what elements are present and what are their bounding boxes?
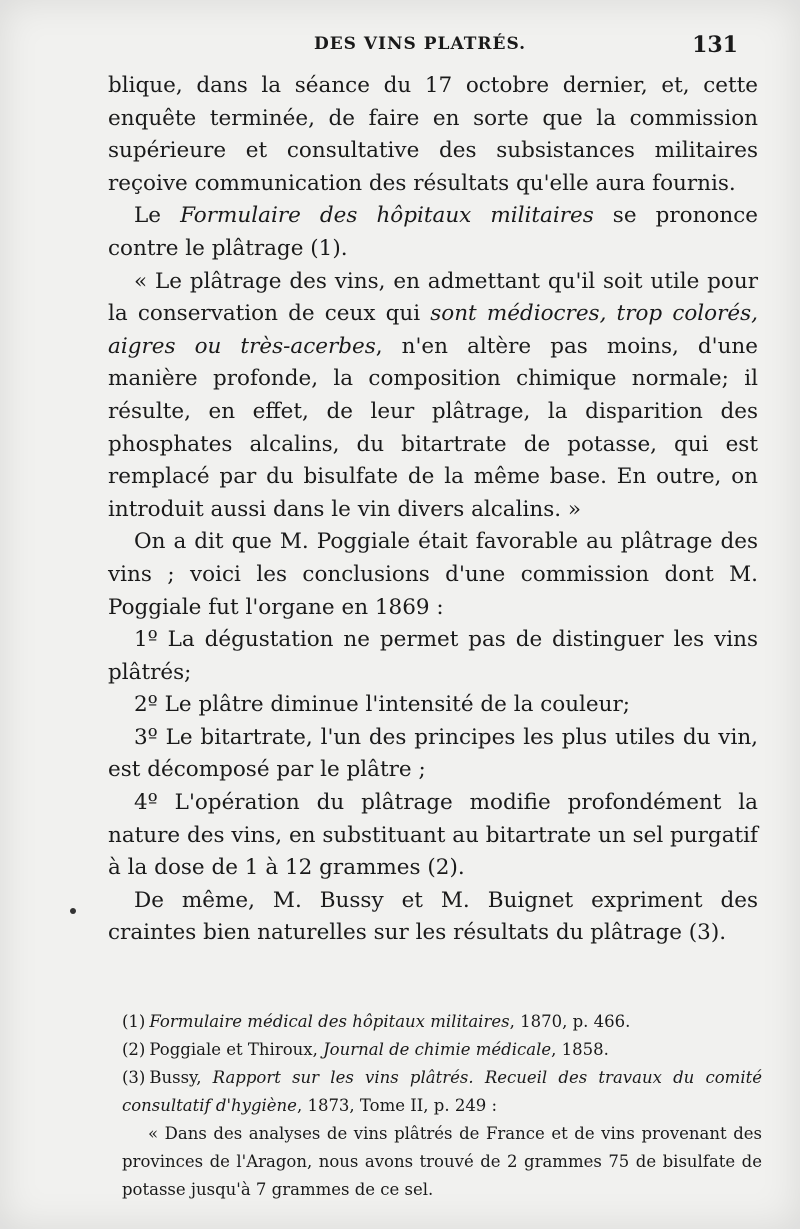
footnote-quote: « Dans des analyses de vins plâtrés de France et de vins provenant des provinces de l'Aragon, nous avons trouvé de 2 grammes 75 de bisulfate de potasse jusqu'à 7 grammes de ce sel.: [122, 1124, 762, 1199]
list-item: 2º Le plâtre diminue l'intensité de la couleur;: [134, 692, 631, 718]
footnotes: [122, 1008, 762, 1204]
footnote-number: (2): [122, 1040, 146, 1059]
text-run: « Le plâtrage des vins, en admettant qu'il soit utile pour la conservation de ceux qui: [108, 268, 758, 327]
text-run: , n'en altère pas moins, d'une manière profonde, la composition chimique normale; il résulte, en effet, de leur plâtrage, la disparition des phosphates alcalins, du bitartrate de potasse, qui est remplacé par du bisulfate de la même base. En outre, on introduit aussi dans le vin divers alcalins. »: [108, 333, 758, 522]
text-run: , 1870, p. 466.: [509, 1012, 631, 1031]
paragraph-poggiale: On a dit que M. Poggiale était favorable au plâtrage des vins ; voici les conclusions d'une commission dont M. Poggiale fut l'organe en 1869 :: [108, 529, 758, 620]
list-item: 3º Le bitartrate, l'un des principes les plus utiles du vin, est décomposé par le plâtre ;: [108, 724, 758, 783]
list-item: 1º La dégustation ne permet pas de distinguer les vins plâtrés;: [108, 627, 758, 685]
footnote-title: Formulaire médical des hôpitaux militaires: [149, 1012, 510, 1031]
page-header: [0, 34, 800, 64]
list-item: 4º L'opération du plâtrage modifie profondément la nature des vins, en substituant au bitartrate un sel purgatif à la dose de 1 à 12 grammes (2).: [108, 790, 758, 881]
text-run: , 1873, Tome II, p. 249 :: [296, 1096, 498, 1115]
running-head: DES VINS PLATRÉS.: [313, 34, 527, 54]
italic-title: Formulaire des hôpitaux militaires: [180, 203, 594, 229]
footnote-1: [122, 1008, 762, 1036]
footnote-number: (1): [122, 1012, 146, 1031]
footnote-2: [122, 1036, 762, 1064]
italic-phrase: sont médiocres, trop colorés, aigres ou très-acerbes: [108, 301, 758, 359]
text-run: se prononce contre le plâtrage (1).: [108, 203, 758, 261]
footnote-title: Journal de chimie médicale: [323, 1040, 552, 1059]
text-run: , 1858.: [551, 1040, 609, 1059]
footnote-number: (3): [122, 1068, 146, 1087]
main-text: [108, 70, 758, 950]
paragraph-quote: [108, 266, 758, 527]
footnote-3: [122, 1064, 762, 1120]
paragraph-formulaire: [108, 200, 758, 265]
margin-dot: [70, 908, 76, 914]
footnote-title: Rapport sur les vins plâtrés. Recueil des travaux du comité consultatif d'hygiène: [122, 1068, 762, 1115]
paragraph-bussy: De même, M. Bussy et M. Buignet expriment des craintes bien naturelles sur les résultats du plâtrage (3).: [108, 887, 758, 946]
text-run: Poggiale et Thiroux,: [149, 1040, 324, 1059]
text-run: Le: [134, 203, 181, 229]
page-number: 131: [692, 32, 738, 58]
text-run: Bussy,: [149, 1068, 213, 1087]
paragraph-continuation: blique, dans la séance du 17 octobre dernier, et, cette enquête terminée, de faire en sorte que la commission supérieure et consultative des subsistances militaires reçoive communication des résultats qu'elle aura fournis.: [108, 73, 758, 196]
